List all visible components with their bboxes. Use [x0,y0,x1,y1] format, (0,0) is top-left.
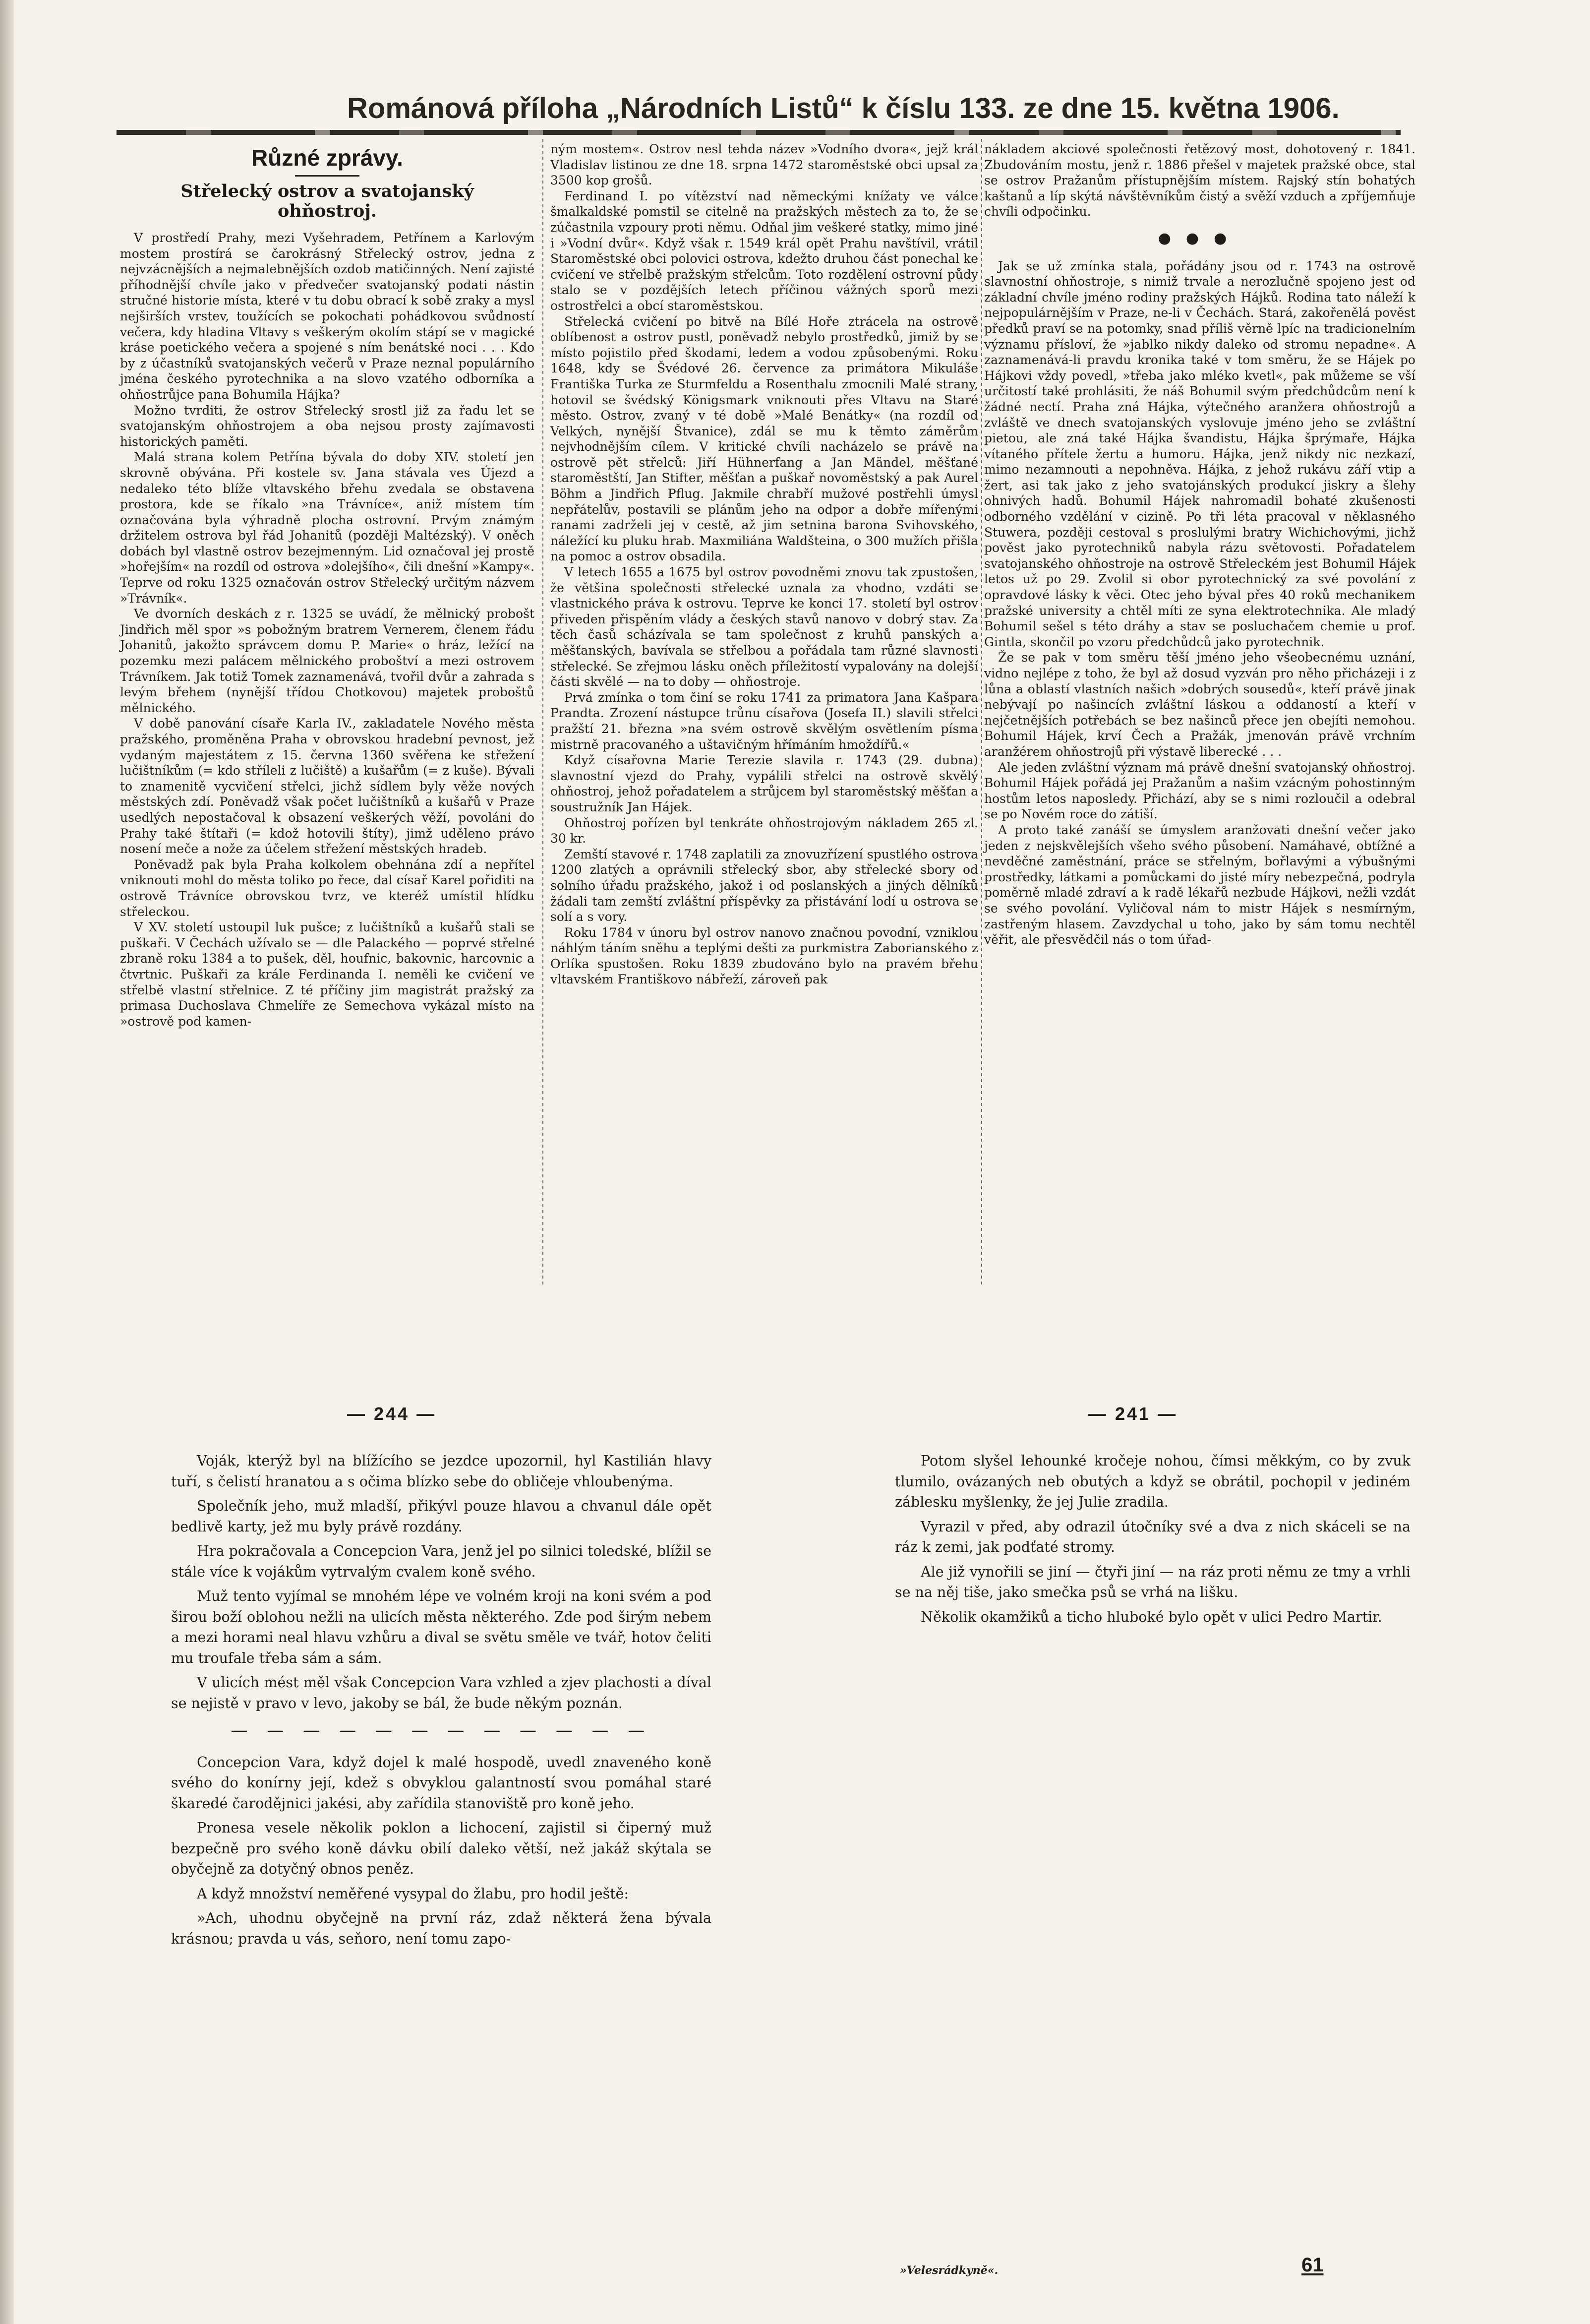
binding-edge [0,0,14,2324]
paragraph: A proto také zanáší se úmyslem aranžovati dnešní večer jako jeden z nejskvělejších všeho svého působení. Namáhavé, obtížné a nevděčné zaměstnání, práce se střelným, bořlavými a výbušnými prostředky, látkami a pomůckami do jisté míry nebezpečná, podryla poměrně mladé zdraví a k radě lékařů nezbude Hájkovi, nežli vzdát se svého povolání. Vyličoval nám to mistr Hájek s nesmírným, zastřeným hlasem. Zavzdychal u toho, jako by sám tomu nechtěl věřit, ale přesvědčil nás o tom úřad- [984,822,1415,947]
paragraph: Možno tvrditi, že ostrov Střelecký srostl již za řadu let se svatojanským ohňostrojem a oba nejsou prosty zajímavosti historických paměti. [120,403,534,449]
scene-divider: — — — — — — — — — — — — [231,1720,652,1740]
paragraph: Když císařovna Marie Terezie slavila r. 1743 (29. dubna) slavnostní vjezd do Prahy, vypálili střelci na ostrově skvělý ohňostroj, jehož pořadatelem a strůjcem byl staroměstský měšťan a soustružník Jan Hájek. [550,753,978,814]
article-column-2 [550,141,978,987]
paragraph: nákladem akciové společnosti řetězový most, dohotovený r. 1841. Zbudováním mostu, jenž r. 1886 přešel v majetek pražské obce, stal se ostrov Pražanům přístupnějším místem. Rajský stín bohatých kaštanů a líp skýtá návštěvníkům čistý a svěží vzduch a zpříjemňuje chvíli odpočinku. [984,142,1415,219]
paragraph: Že se pak v tom směru těší jméno jeho všeobecnému uznání, vidno nejlépe z toho, že byl až dosud vyzván pro něho přicházeji i z lůna a oblastí vlastních našich »dobrých sousedů«, kteří právě jinak nebývají po našincích zvláštní láskou a oddaností a kteří v nejčetnějších potřebách se bez našinců přece jen obejíti nemohou. Bohumil Hájek, krví Čech a Pražák, jmenován právě vrchním aranžérem ohňostrojů při výstavě liberecké . . . [984,650,1415,759]
paragraph: V době panování císaře Karla IV., zakladatele Nového města pražského, proměněna Praha v obrovskou hradební pevnost, jež vydaným majestátem z 15. června 1360 svěřena ke střežení lučištníkům (= kdo stříleli z lučiště) a kušařům (= z kuše). Bývali to znamenitě vycvičení střelci, jichž sídlem byly věže nových městských zdí. Poněvadž však počet lučištníků a kušařů v Praze usedlých nepostačoval k obsazení veškerých věží, povoláni do Prahy také štítaři (= kdož hotovili štíty), jimž uděleno právo nosení meče a nože za účelem střežení městských hradeb. [120,716,534,856]
paragraph: Několik okamžiků a ticho hluboké bylo opět v ulici Pedro Martir. [921,1608,1382,1625]
paragraph: Concepcion Vara, když dojel k malé hospodě, uvedl znaveného koně svého do konírny její, kdež s obvyklou galantností svou pomáhal staré škaredé čarodějnici jakési, aby zařídila stanoviště pro koně jeho. [171,1754,711,1812]
paragraph: Voják, kterýž byl na blížícího se jezdce upozornil, hyl Kastilián hlavy tuří, s čelistí hranatou a s očima blízko sebe do obličeje vhloubenýma. [171,1453,711,1490]
paragraph: V prostředí Prahy, mezi Vyšehradem, Petřínem a Karlovým mostem prostírá se čarokrásný Střelecký ostrov, jedna z nejvzácnějších a nejmalebnějších ozdob matičinných. Není zajisté příhodnější chvíle jako v předvečer svatojanský podati nástin stručné historie místa, které v tu dobu obrací k sobě zraky a mysl nejširších vrstev, toužících se pokochati pohádkovou svůdností večera, kdy hladina Vltavy s veškerým okolím stápí se v magické kráse poetického večera a spojené s ním benátské noci . . . Kdo by z účastníků svatojanských večerů v Praze neznal populárního jména českého pyrotechnika a na slovo vzatého odborníka a ohňostrůjce pana Bohumila Hájka? [120,231,534,402]
header-rule [117,130,1401,135]
paragraph: Ve dvorních deskách z r. 1325 se uvádí, že mělnický probošt Jindřich měl spor »s pobožným bratrem Vernerem, členem řádu Johanitů, jakožto správcem domu P. Marie« o hráz, ležící na pozemku mezi palácem mělnického proboštví a mezi ostrovem Trávníkem. Jak totiž Tomek zaznamenává, tvořil dvůr a zahrada s levým břehem (nynější třídou Chotkovou) majetek proboštů mělnického. [120,607,534,715]
section-title: Různé zprávy. [120,143,534,177]
paragraph: Vyrazil v před, aby odrazil útočníky své a dva z nich skáceli se na ráz k zemi, jak podťaté stromy. [895,1518,1411,1555]
paragraph: Ferdinand I. po vítězství nad německými knížaty ve válce šmalkaldské pomstil se citelně na pražských městech za to, že se zúčastnila vzpoury proti němu. Odňal jim veškeré statky, mimo jiné i »Vodní dvůr«. Když však r. 1549 král opět Prahu navštívil, vrátil Staroměstské obci polovici ostrova, kdežto druhou část ponechal ke cvičení ve střelbě pražským střelcům. Toto rozdělení ostrovní půdy stalo se v pozdějších letech příčinou vážných sporů mezi ostrostřelci a obcí staroměstskou. [550,188,978,313]
paragraph: Jak se už zmínka stala, pořádány jsou od r. 1743 na ostrově slavnostní ohňostroje, s nimiž trvale a nerozlučně spojeno jest od základní chvíle jméno rodiny pražských Hájků. Rodina tato náleží k nejpopulárnějším v Praze, ne-li v Čechách. Stará, zakořenělá pověst předků praví se na potomky, snad příliš věrně lpíc na tradicionelním významu přísloví, že »jablko nikdy daleko od stromu nepadne«. A zaznamenává-li pravdu kronika také v tom směru, že se Hájek po Hájkovi vždy povedl, »třeba jako mléko kvetl«, pak můžeme se vší určitostí také prohlásiti, že náš Bohumil svým předchůdcům není k žádné nectí. Praha zná Hájka, výtečného aranžera ohňostrojů a zvláště ve dnech svatojanských vyslovuje jméno jeho se zvláštní pietou, ale zná také Hájka švandistu, Hájka šprýmaře, Hájka vítaného přítele žertu a humoru. Hájka, jenž nikdy nic nezkazí, mimo nezamnouti a nepohněva. Hájka, z jehož rukávu září vtip a žert, asi tak jako z jeho svatojánských produkcí jiskry a šlehy ohnivých hadů. Bohumil Hájek nahromadil bohaté zkušenosti odborného vzdělání v cizině. Po tři léta pracoval v něklasného Stuwera, později cestoval s proslulými bratry Wichichovými, jichž pověst jako pyrotechniků nabyla rázu světovosti. Pořadatelem svatojanského ohňostroje na ostrově Střeleckém jest Bohumil Hájek letos už po 29. Zvolil si obor pyrotechnický za své povolání z opravdové lásky k věci. Otec jeho býval přes 40 roků mechanikem pražské university a chtěl míti ze syna elektrotechnika. Ale mladý Bohumil sešel s této dráhy a stav se posluchačem chemie u prof. Gintla, skončil po vzoru předchůdců jako pyrotechnik. [984,258,1415,649]
paragraph: Ale jeden zvláštní význam má právě dnešní svatojanský ohňostroj. Bohumil Hájek pořádá jej Pražanům a našim vzácným pohostinným hostům letos naposledy. Přichází, aby se s nimi rozloučil a odebral se po Novém roce do zátiší. [984,760,1415,822]
paragraph: Roku 1784 v únoru byl ostrov nanovo značnou povodní, vzniklou náhlým táním sněhu a teplými dešti za purkmistra Zaborianského z Orlíka spustošen. Roku 1839 zbudováno bylo na pravém břehu vltavském Františkovo nábřeží, zároveň pak [550,925,978,987]
source-credit: »Velesrádkyně«. [900,2264,999,2277]
paragraph: Pronesa vesele několik poklon a lichocení, zajistil si čiperný muž bezpečně pro svého koně dávku obilí daleko větší, než jakáž skýtala se obyčejně za dotyčný obnos peněz. [171,1820,711,1877]
paragraph: Ale již vynořili se jiní — čtyři jiní — na ráz proti němu ze tmy a vrhli se na něj tiše, jako smečka psů se vrhá na lišku. [895,1563,1411,1600]
novel-text-left [171,1451,711,1953]
paragraph: V XV. století ustoupil luk pušce; z lučištníků a kušařů stali se puškaři. V Čechách užívalo se — dle Palackého — poprvé střelné zbraně roku 1384 a to pušek, děl, houfnic, bakovnic, harcovnic a čtvrtnic. Puškaři za krále Ferdinanda I. neměli ke cvičení ve střelbě vlastní střelnice. Z té příčiny jim magistrát pražský za primasa Duchoslava Chmelíře ze Semechova vykázal místo na »ostrově pod kamen- [120,920,534,1029]
paragraph: ným mostem«. Ostrov nesl tehda název »Vodního dvora«, jejž král Vladislav listinou ze dne 18. srpna 1472 staroměstské obci upsal za 3500 kop grošů. [550,142,978,188]
paragraph: Společník jeho, muž mladší, přikývl pouze hlavou a chvanul dále opět bedlivě karty, jež mu byly právě rozdány. [171,1498,711,1535]
paragraph: »Ach, uhodnu obyčejně na první ráz, zdaž některá žena bývala krásnou; pravda u vás, seňoro, není tomu zapo- [171,1910,711,1947]
paragraph: Muž tento vyjímal se mnohém lépe ve volném kroji na koni svém a pod širou boží oblohou nežli na ulicích města některého. Zde pod širým nebem a mezi horami neal hlavu vzhůru a dival se světu směle ve tvář, hotov čeliti mu troufale třeba sám a sám. [171,1588,711,1666]
paragraph: Prvá zmínka o tom činí se roku 1741 za primatora Jana Kašpara Prandta. Zrození nástupce trůnu císařova (Josefa II.) slavili střelci pražští 21. března »na svém ostrově skvělým osvětlením písma mistrně pracovaného a uštavičným hřímáním hmoždířů.« [550,690,978,752]
paragraph: Potom slyšel lehounké kročeje nohou, čímsi měkkým, co by zvuk tlumilo, ovázaných neb obutých a když se obrátil, pochopil v jediném záblesku myšlenky, že jej Julie zradila. [895,1453,1411,1510]
novel-text-right [895,1451,1411,1631]
paragraph: Zemští stavové r. 1748 zaplatili za znovuzřízení spustlého ostrova 1200 zlatých a oprávnili střelecký sbor, aby střelecké sbory od solního úřadu pražského, jakož i od poslanských a jiných dělníků žádali tam zemští zvláštní příspěvky za přistávání lodí u ostrova se solí a s vory. [550,847,978,924]
paragraph: Střelecká cvičení po bitvě na Bílé Hoře ztrácela na ostrově oblíbenost a ostrov pustl, poněvadž nebylo prostředků, jimiž by se místo pojistilo před škodami, ledem a vodou způsobenými. Roku 1648, kdy se Švédové 26. července za primátora Mikuláše Františka Turka ze Sturmfeldu a Rosenthalu zmocnili Malé strany, hotovil se švédský Königsmark vniknouti přes Vltavu na Staré město. Ostrov, zvaný v té době »Malé Benátky« (na rozdíl od Velkých, nynější Štvanice), zdál se mu k těmto záměrům nejvhodnějším cílem. V kritické chvíli nacházelo se právě na ostrově pět střelců: Jiří Hühnerfang a Jan Mändel, měšťané staroměstští, Jan Stifter, měšťan a puškař novoměstský a pak Aurel Böhm a Jindřich Pflug. Jakmile chrabří mužové postřehli úmysl nepřátelův, postavili se plánům jeho na odpor a dobře mířenými ranami zadrželi jej v cestě, až jim setnina barona Svihovského, náležící ku pluku hrab. Maxmiliána Waldšteina, o 300 mužích přišla na pomoc a ostrov obsadila. [550,314,978,564]
article-column-1 [120,141,534,1029]
section-separator-stars: ●●● [1158,229,1242,247]
page-number-left: — 244 — [347,1404,437,1424]
column-divider [981,139,982,1284]
paragraph: Ohňostroj pořízen byl tenkráte ohňostrojovým nákladem 265 zl. 30 kr. [550,815,978,846]
paragraph: Poněvadž pak byla Praha kolkolem obehnána zdí a nepřítel vniknouti mohl do města toliko po řece, dal císař Karel pořiditi na ostrově Trávníce obrovskou tvrz, ve kteréž umístil hlídku střeleckou. [120,857,534,919]
paragraph: Hra pokračovala a Concepcion Vara, jenž jel po silnici toledské, blížil se stále více k vojákům vytrvalým cvalem koně svého. [171,1543,711,1580]
paragraph: V ulicích mést měl však Concepcion Vara vzhled a zjev plachosti a díval se nejistě v pravo v levo, jakoby se bál, že bude někým poznán. [171,1674,711,1712]
article-column-3 [984,141,1415,948]
paragraph: V letech 1655 a 1675 byl ostrov povodněmi znovu tak zpustošen, že většina společnosti střelecké uznala za vhodno, vzdáti se vlastnického práva k ostrovu. Teprve ke konci 17. století byl ostrov přiveden přispěním vlády a českých stavů nanovo v dobrý stav. Za těch časů scházívala se tam společnost z kruhů panských a měšťanských, bavívala se střelbou a pořádala tam různé slavnosti střelecké. Se zřejmou lásku oněch příležitostí vypalovány na dolejší části skvělé — na to doby — ohňostroje. [550,565,978,689]
supplement-page-number: 61 [1301,2254,1324,2276]
paragraph: Malá strana kolem Petřína bývala do doby XIV. století jen skrovně obývána. Při kostele sv. Jana stávala ves Újezd a nedaleko této blíže vltavského břehu zvedala se obstavena prostora, kde se říkalo »na Trávníce«, aniž místem tím označována byla výhradně plocha ostrovní. Prvým známým držitelem ostrova byl řád Johanitů (později Maltézský). V oněch dobách byl vlastně ostrov bezejmenným. Lid označoval jej prostě »hořejším« na rozdíl od ostrova »dolejšího«, čili dnešní »Kampy«. Teprve od roku 1325 označován ostrov Střelecký určitým názvem »Trávník«. [120,450,534,606]
column-divider [542,139,543,1284]
paragraph: A když množství neměřené vysypal do žlabu, pro hodil ještě: [197,1885,629,1902]
article-title: Střelecký ostrov a svatojanský ohňostroj. [180,181,474,221]
page-number-right: — 241 — [1088,1404,1178,1424]
page-header: Románová příloha „Národních Listů“ k číslu 133. ze dne 15. května 1906. [347,92,1340,124]
